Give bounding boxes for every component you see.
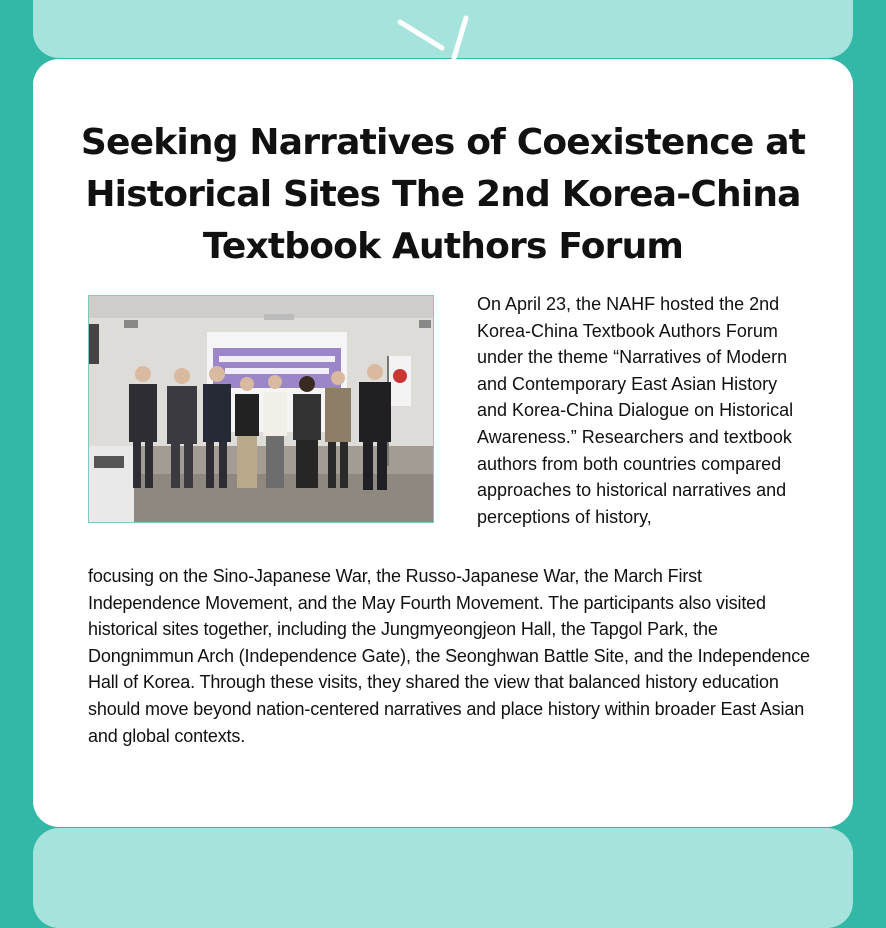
article-card <box>33 59 853 827</box>
article-title: Seeking Narratives of Coexistence at Historical Sites The 2nd Korea-China Textbook Authors Forum <box>80 122 806 267</box>
article-body-paragraph: focusing on the Sino-Japanese War, the Russo-Japanese War, the March First Independence Movement, and the May Fourth Movement. The participants also visited historical sites together, including the Jungmyeongjeon Hall, the Tapgol Park, the Dongnimmun Arch (Independence Gate), the Seonghwan Battle Site, and the Independence Hall of Korea. Through these visits, they shared the view that balanced history education should move beyond nation-centered narratives and place history within broader East Asian and global contexts. <box>88 566 810 746</box>
antenna-icon <box>390 12 480 62</box>
forum-group-photo <box>88 295 434 523</box>
article-intro-paragraph: On April 23, the NAHF hosted the 2nd Korea-China Textbook Authors Forum under the theme “Narratives of Modern and Contemporary East Asian History and Korea-China Dialogue on Historical Awareness.” Researchers and textbook authors from both countries compared approaches to historical narratives and perceptions of history, <box>477 294 794 527</box>
bottom-tab-decoration <box>33 828 853 928</box>
